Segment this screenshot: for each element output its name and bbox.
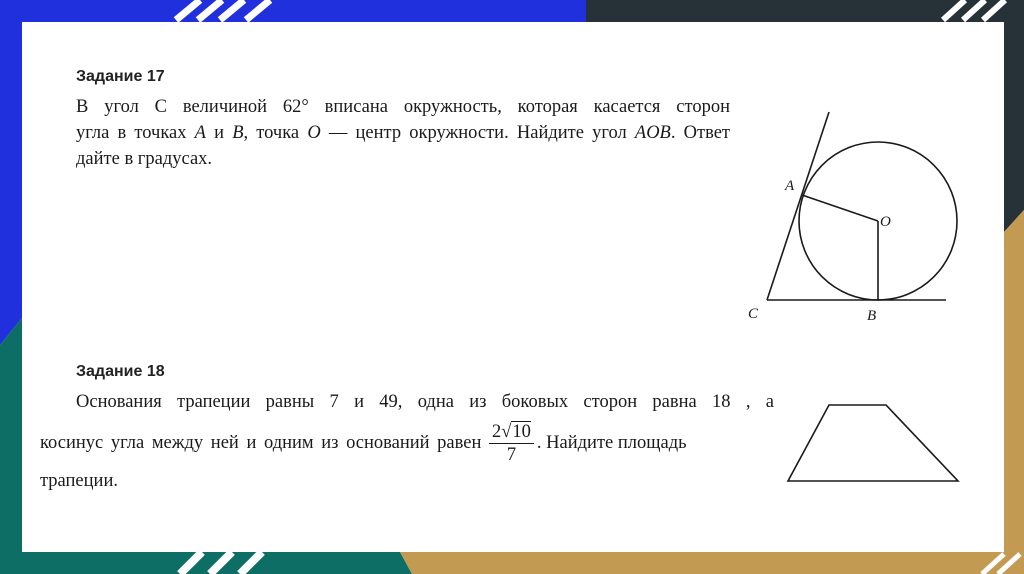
task17-heading: Задание 17 [76, 68, 165, 85]
cosine-fraction: $\frac{2√10}{7}$ [489, 421, 534, 466]
task17-text-line2: угла в точках A и B, точка O — центр окружности. Найдите угол AOB. Ответ [76, 123, 731, 143]
task17-text-line3: дайте в градусах. [76, 149, 213, 169]
sqrt-sign: √ [501, 422, 512, 443]
task18-heading: Задание 18 [76, 363, 165, 380]
task18-text-line2: косинус угла между ней и одним из оснований равен $\frac{2√10}{7}$ . Найдите площадь [40, 422, 687, 466]
task17-text-line1: В угол С величиной 62° вписана окружность, которая касается сторон [76, 97, 730, 117]
label-c: C [748, 306, 759, 322]
task18-text-line3: трапеции. [40, 471, 118, 491]
label-o: O [880, 214, 891, 230]
trapezoid-shape [788, 405, 958, 481]
task18-text-line1: Основания трапеции равны 7 и 49, одна из боковых сторон равна 18 , а [76, 392, 774, 412]
label-a: A [785, 178, 795, 194]
label-b: B [867, 308, 877, 324]
